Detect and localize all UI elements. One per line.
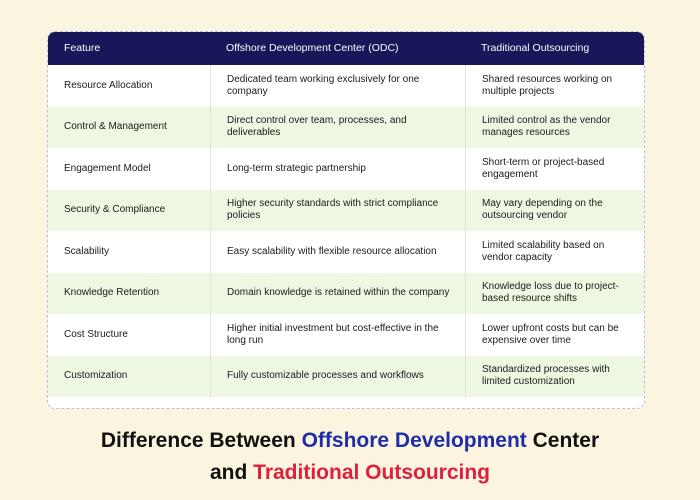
table-row — [48, 65, 644, 107]
feature-cell: Control & Management — [64, 121, 167, 133]
feature-cell: Security & Compliance — [64, 204, 166, 216]
odc-cell: Direct control over team, processes, and deliverables — [210, 107, 465, 149]
page-title-line-2 — [0, 461, 700, 485]
table-row — [48, 107, 644, 149]
feature-cell: Cost Structure — [64, 328, 128, 340]
traditional-cell: Lower upfront costs but can be expensive over time — [465, 314, 644, 356]
traditional-cell: May vary depending on the outsourcing vendor — [465, 190, 644, 232]
feature-cell: Scalability — [64, 245, 110, 257]
table-row — [48, 231, 644, 273]
odc-cell: Domain knowledge is retained within the company — [210, 273, 465, 315]
traditional-cell: Short-term or project-based engagement — [465, 148, 644, 190]
odc-cell: Easy scalability with flexible resource allocation — [210, 231, 465, 273]
traditional-cell: Shared resources working on multiple projects — [465, 65, 644, 107]
traditional-cell: Limited control as the vendor manages resources — [465, 107, 644, 149]
feature-cell: Knowledge Retention — [64, 287, 160, 299]
header-feature: Feature — [64, 42, 101, 54]
feature-cell: Resource Allocation — [64, 79, 153, 91]
header-traditional: Traditional Outsourcing — [481, 42, 590, 54]
table-row — [48, 273, 644, 315]
table-row — [48, 356, 644, 398]
odc-cell: Long-term strategic partnership — [210, 148, 465, 190]
feature-cell: Customization — [64, 370, 128, 382]
comparison-table — [47, 31, 645, 409]
table-row — [48, 190, 644, 232]
odc-cell: Higher security standards with strict compliance policies — [210, 190, 465, 232]
title-highlight-odc: Offshore Development — [301, 429, 527, 452]
odc-cell: Higher initial investment but cost-effective in the long run — [210, 314, 465, 356]
table-row — [48, 314, 644, 356]
feature-cell: Engagement Model — [64, 162, 151, 174]
title-suffix: Center — [526, 429, 600, 452]
odc-cell: Dedicated team working exclusively for one company — [210, 65, 465, 107]
title-prefix-2: and — [209, 461, 254, 484]
header-odc: Offshore Development Center (ODC) — [226, 42, 399, 54]
title-prefix: Difference Between — [100, 429, 302, 452]
page-title-line-1 — [0, 429, 700, 453]
traditional-cell: Standardized processes with limited customization — [465, 356, 644, 398]
table-header — [48, 32, 644, 65]
table-row — [48, 148, 644, 190]
traditional-cell: Knowledge loss due to project-based resource shifts — [465, 273, 644, 315]
title-highlight-traditional: Traditional Outsourcing — [253, 461, 491, 484]
traditional-cell: Limited scalability based on vendor capacity — [465, 231, 644, 273]
odc-cell: Fully customizable processes and workflows — [210, 356, 465, 398]
